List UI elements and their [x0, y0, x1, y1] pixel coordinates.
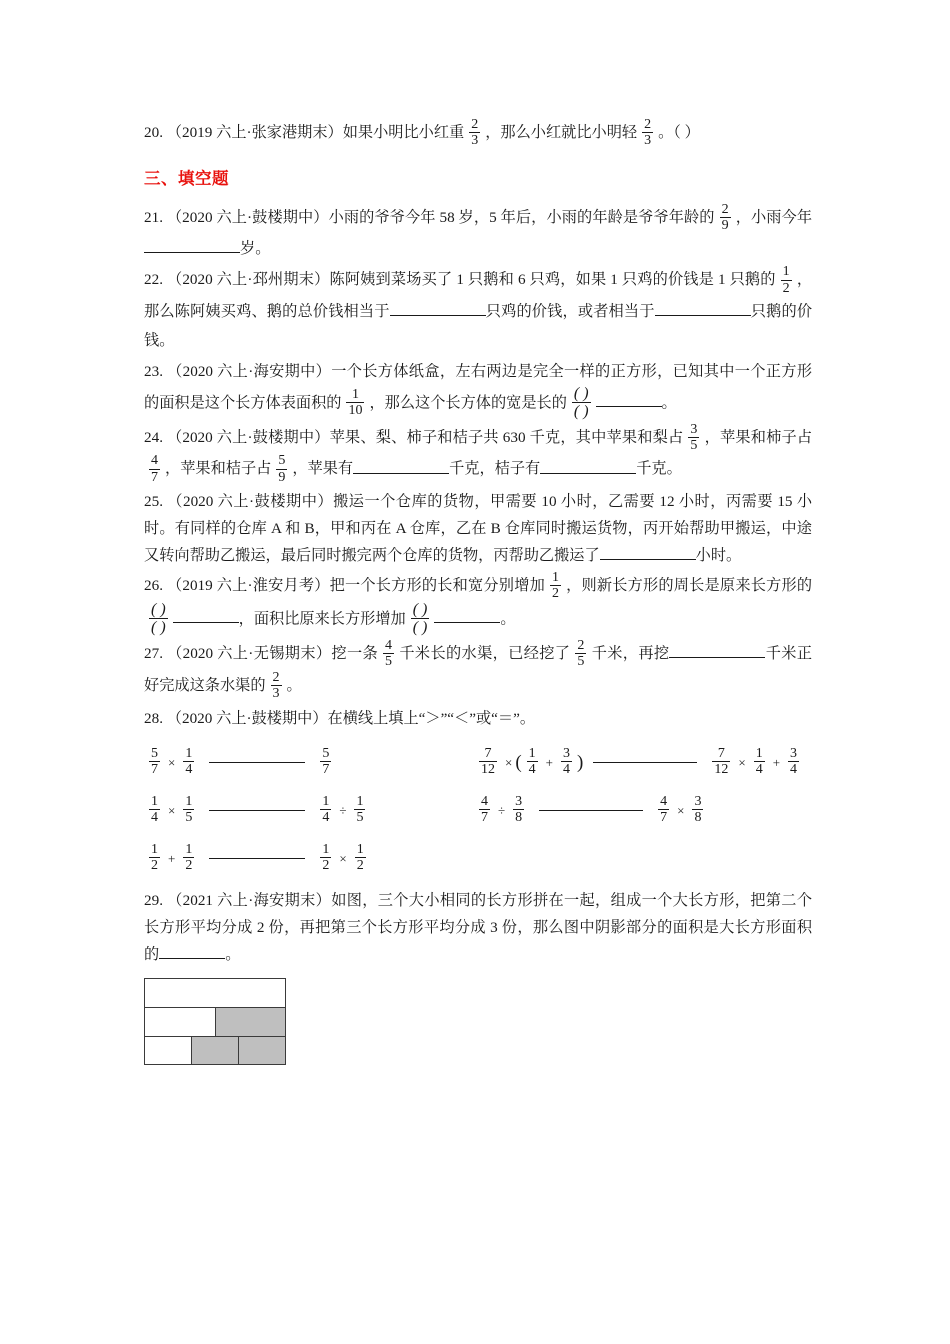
document-page — [144, 0, 812, 1344]
diagram-row-1 — [144, 978, 286, 1007]
q28-r1-left-rhs — [315, 795, 370, 826]
q24-fraction-3: $\frac{5}{9}$ — [278, 453, 286, 485]
q21-source: （2020 六上·鼓楼期中） — [166, 209, 329, 227]
q27-fraction-3: $\frac{2}{3}$ — [272, 669, 280, 701]
denominator: 8 — [694, 810, 702, 826]
q28-r2-left-lhs-fraction-2 — [183, 842, 194, 873]
q28-r1-left-lhs-operator-1: × — [168, 802, 176, 818]
q29-answer-blank[interactable] — [159, 944, 225, 958]
question-29 — [144, 887, 812, 968]
q23-text-b: ，那么这个长方体的宽是长的 — [369, 393, 567, 411]
q22-fraction-1: $\frac{1}{2}$ — [782, 264, 790, 296]
q28-r1-right-rhs-fraction-2 — [692, 794, 703, 825]
q28-r0-right-lhs-fraction-3 — [527, 746, 538, 777]
denominator: 8 — [515, 810, 523, 826]
q24-text-e: 千克，桔子有 — [449, 460, 541, 478]
q28-r1-left-rhs-operator-1: ÷ — [339, 802, 347, 818]
denominator: 7 — [151, 762, 158, 778]
q28-r2-left-lhs-operator-1: + — [168, 850, 176, 866]
q22-source: （2020 六上·邳州期末） — [166, 271, 330, 289]
q28-r1-left-rhs-fraction-2 — [354, 794, 365, 825]
q20-text-a: 如果小明比小红重 — [342, 124, 465, 142]
q28-r2-left-rhs-fraction-2 — [355, 842, 366, 873]
denominator: 7 — [481, 810, 488, 826]
q28-text-a: 在横线上填上“＞”“＜”或“＝”。 — [327, 709, 536, 727]
numerator: 1 — [185, 842, 193, 858]
q28-comparison-grid — [144, 739, 812, 883]
denominator: 4 — [563, 762, 571, 778]
q26-answer-blank-1[interactable] — [173, 609, 239, 623]
q29-text-b: 。 — [225, 945, 241, 963]
denominator: 5 — [356, 810, 364, 826]
q24-fraction-1: $\frac{3}{5}$ — [690, 422, 698, 454]
q24-number: 24. — [144, 429, 163, 447]
diagram-row-2 — [144, 1007, 286, 1036]
q26-text-d: 。 — [500, 610, 516, 628]
numerator: 1 — [185, 746, 193, 762]
q29-text-a: 如图，三个大小相同的长方形拼在一起，组成一个大长方形，把第二个长方形平均分成 2 份，再把第三个长方形平均分成 3 份，那么图中阴影部分的面积是大长方形面积的 — [144, 891, 813, 963]
q23-text-a: 一个长方体纸盒，左右两边是完全一样的正方形，已知其中一个正方形的面积是这个长方体表面积的 — [144, 362, 813, 411]
q28-comparison-row — [144, 835, 812, 883]
numerator: 4 — [660, 794, 668, 810]
q28-r0-right-lhs — [474, 747, 583, 778]
question-28 — [144, 704, 812, 733]
numerator: 1 — [151, 794, 158, 810]
q24-text-c: ，苹果和桔子占 — [165, 460, 272, 478]
denominator: 2 — [356, 858, 364, 874]
q23-fraction-placeholder[interactable]: $\frac{( )}{( )}$ — [573, 384, 589, 420]
q24-text-a: 苹果、梨、柿子和桔子共 630 千克，其中苹果和梨占 — [329, 429, 684, 447]
q28-r0-right-lhs-paren-6: ) — [577, 752, 584, 774]
numerator: 7 — [484, 746, 492, 762]
q27-number: 27. — [144, 645, 163, 663]
q27-text-a: 挖一条 — [331, 645, 379, 663]
numerator: 3 — [790, 746, 798, 762]
q23-fraction-1: $\frac{1}{10}$ — [348, 386, 363, 418]
q28-r1-left-lhs-fraction-0 — [149, 794, 160, 825]
q28-r0-left-lhs-operator-1: × — [168, 754, 176, 770]
denominator: 2 — [151, 858, 158, 874]
q28-row-1-left — [144, 795, 474, 826]
q28-source: （2020 六上·鼓楼期中） — [166, 709, 328, 727]
denominator: 2 — [322, 858, 330, 874]
question-26 — [144, 571, 812, 638]
q28-r0-right-rhs-fraction-4 — [788, 746, 799, 777]
numerator: 1 — [151, 842, 158, 858]
question-23 — [144, 357, 812, 422]
q24-text-f: 千克。 — [636, 460, 682, 478]
q26-fraction-placeholder-1[interactable]: $\frac{( )}{( )}$ — [151, 600, 166, 637]
q26-fraction-placeholder-2[interactable]: $\frac{( )}{( )}$ — [412, 600, 428, 637]
q28-r1-right-lhs-operator-1: ÷ — [498, 802, 506, 818]
q28-r0-right-lhs-paren-2: ( — [515, 752, 522, 774]
denominator: 12 — [481, 762, 495, 778]
denominator: 7 — [322, 762, 330, 778]
q27-source: （2020 六上·无锡期末） — [167, 645, 332, 663]
denominator: 7 — [660, 810, 668, 826]
q28-r0-left-rhs — [315, 747, 336, 778]
q28-r1-left-answer-blank[interactable] — [209, 810, 305, 811]
q20-number: 20. — [144, 124, 163, 142]
q25-text-a: 搬运一个仓库的货物，甲需要 10 小时，乙需要 12 小时，丙需要 15 小时。有同样的仓库 A 和 B，甲和丙在 A 仓库，乙在 B 仓库同时搬运货物，丙开始帮助甲搬运，中途又转向帮助乙搬运，最后同时搬完两个仓库的货物，丙帮助乙搬运了 — [144, 492, 813, 564]
numerator: 3 — [694, 794, 702, 810]
q23-source: （2020 六上·海安期中） — [167, 362, 332, 380]
q28-r0-right-lhs-operator-4: + — [545, 754, 554, 770]
q28-r0-left-rhs-fraction-0 — [320, 746, 331, 777]
numerator: 1 — [185, 794, 193, 810]
numerator: 1 — [322, 794, 330, 810]
q28-r1-right-rhs-operator-1: × — [677, 802, 685, 818]
q28-r0-left-lhs-fraction-2 — [183, 746, 194, 777]
diagram-cell-2-1 — [145, 1008, 215, 1036]
q26-fraction-1: $\frac{1}{2}$ — [551, 569, 559, 601]
q26-answer-blank-2[interactable] — [434, 609, 500, 623]
denominator: 12 — [714, 762, 729, 778]
denominator: 4 — [322, 810, 330, 826]
q23-number: 23. — [144, 362, 163, 380]
q23-answer-blank[interactable] — [596, 392, 662, 406]
q26-text-c: ，面积比原来长方形增加 — [238, 610, 406, 628]
question-27 — [144, 639, 812, 701]
denominator: 4 — [790, 762, 798, 778]
q21-number: 21. — [144, 209, 163, 227]
q24-fraction-2: $\frac{4}{7}$ — [151, 453, 158, 485]
numerator: 1 — [528, 746, 536, 762]
q27-fraction-2: $\frac{2}{5}$ — [577, 638, 585, 670]
q25-number: 25. — [144, 492, 163, 510]
q28-r2-left-lhs — [144, 843, 199, 874]
section-heading-fill-in-blank: 三、填空题 — [144, 170, 229, 189]
q26-text-b: ，则新长方形的周长是原来长方形的 — [565, 576, 813, 594]
diagram-cell-3-3-shaded — [238, 1037, 285, 1064]
q28-r0-right-lhs-operator-1: × — [505, 754, 513, 770]
numerator: 5 — [322, 746, 330, 762]
q20-text-c: 。（ ） — [658, 124, 700, 142]
q28-r0-right-rhs-fraction-0 — [712, 746, 730, 777]
q27-text-e: 。 — [286, 676, 302, 694]
q22-text-b: ，那么陈阿姨买鸡、鹅的总价钱相当于 — [144, 271, 813, 320]
q28-r0-right-rhs-fraction-2 — [754, 746, 765, 777]
q28-r0-right-rhs — [707, 747, 804, 778]
question-25 — [144, 488, 812, 569]
q23-text-c: 。 — [661, 393, 677, 411]
q28-comparison-row — [144, 739, 812, 787]
q28-row-0-left — [144, 747, 474, 778]
q28-number: 28. — [144, 709, 163, 727]
q28-row-1-right — [474, 795, 812, 826]
q21-text-c: 岁。 — [240, 240, 271, 258]
question-22 — [144, 265, 812, 354]
q20-text-b: ，那么小红就比小明轻 — [485, 124, 638, 142]
diagram-cell-2-2-shaded — [215, 1008, 286, 1036]
q28-r0-right-answer-blank[interactable] — [593, 762, 697, 763]
q26-text-a: 把一个长方形的长和宽分别增加 — [329, 576, 545, 594]
q28-row-2-left — [144, 843, 474, 874]
q21-text-b: ，小雨今年 — [735, 209, 813, 227]
q28-r1-left-rhs-fraction-0 — [320, 794, 331, 825]
q22-text-d: 只鹅的价钱。 — [144, 302, 813, 349]
q22-number: 22. — [144, 271, 163, 289]
q27-answer-blank[interactable] — [669, 644, 765, 658]
q26-number: 26. — [144, 576, 163, 594]
denominator: 2 — [185, 858, 193, 874]
question-24 — [144, 423, 812, 485]
denominator: 4 — [185, 762, 193, 778]
q28-r0-left-lhs-fraction-0 — [149, 746, 160, 777]
q24-text-b: ，苹果和柿子占 — [704, 429, 813, 447]
numerator: 1 — [356, 842, 364, 858]
q28-r1-right-lhs-fraction-0 — [479, 794, 490, 825]
q25-text-b: 小时。 — [695, 546, 742, 564]
q20-fraction-1: $\frac{2}{3}$ — [471, 117, 479, 149]
q28-r1-right-lhs — [474, 795, 529, 826]
q27-text-b: 千米长的水渠，已经挖了 — [399, 645, 571, 663]
q28-r0-right-rhs-operator-1: × — [738, 754, 746, 770]
q28-r1-right-lhs-fraction-2 — [513, 794, 524, 825]
q28-r0-right-rhs-operator-3: + — [772, 754, 781, 770]
q28-r1-left-lhs-fraction-2 — [183, 794, 194, 825]
q27-text-d: 千米正好完成这条水渠的 — [144, 645, 813, 694]
q28-r0-right-lhs-fraction-0 — [479, 746, 497, 777]
numerator: 1 — [755, 746, 763, 762]
q24-answer-blank-2[interactable] — [540, 459, 636, 473]
q27-fraction-1: $\frac{4}{5}$ — [385, 638, 393, 670]
q28-r2-left-rhs-operator-1: × — [339, 850, 347, 866]
q24-answer-blank-1[interactable] — [353, 459, 449, 473]
q28-r1-right-rhs-fraction-0 — [658, 794, 669, 825]
q24-text-d: ，苹果有 — [292, 460, 354, 478]
numerator: 3 — [563, 746, 571, 762]
diagram-row-3 — [144, 1036, 286, 1065]
numerator: 4 — [481, 794, 488, 810]
numerator: 1 — [322, 842, 330, 858]
q25-answer-blank[interactable] — [600, 545, 696, 559]
q27-text-c: 千米，再挖 — [591, 645, 670, 663]
q20-fraction-2: $\frac{2}{3}$ — [644, 117, 652, 149]
q28-r0-left-lhs — [144, 747, 199, 778]
diagram-cell-1-1 — [145, 979, 285, 1007]
q26-source: （2019 六上·淮安月考） — [166, 576, 330, 594]
q25-source: （2020 六上·鼓楼期中） — [167, 492, 334, 510]
q28-r2-left-rhs-fraction-0 — [320, 842, 331, 873]
q28-r1-right-rhs — [653, 795, 708, 826]
denominator: 4 — [755, 762, 763, 778]
q21-fraction-1: $\frac{2}{9}$ — [721, 202, 729, 234]
q22-text-a: 陈阿姨到菜场买了 1 只鹅和 6 只鸡，如果 1 只鸡的价钱是 1 只鹅的 — [329, 271, 776, 289]
diagram-cell-3-1 — [145, 1037, 191, 1064]
q28-r2-left-answer-blank[interactable] — [209, 858, 305, 859]
denominator: 4 — [151, 810, 158, 826]
question-21 — [144, 203, 812, 263]
q28-r2-left-lhs-fraction-0 — [149, 842, 160, 873]
q22-text-c: 只鸡的价钱，或者相当于 — [485, 302, 655, 320]
q28-r1-left-lhs — [144, 795, 199, 826]
denominator: 5 — [185, 810, 193, 826]
q28-row-0-right — [474, 747, 812, 778]
q20-source: （2019 六上·张家港期末） — [166, 124, 343, 142]
q28-comparison-row — [144, 787, 812, 835]
q28-r1-right-answer-blank[interactable] — [539, 810, 643, 811]
q29-diagram — [144, 978, 286, 1065]
denominator: 4 — [528, 762, 536, 778]
numerator: 7 — [717, 746, 725, 762]
question-20 — [144, 118, 812, 149]
q28-r2-left-rhs — [315, 843, 370, 874]
q24-source: （2020 六上·鼓楼期中） — [166, 429, 330, 447]
numerator: 5 — [151, 746, 158, 762]
q22-answer-blank-1[interactable] — [390, 301, 486, 315]
diagram-cell-3-2-shaded — [191, 1037, 238, 1064]
q29-source: （2021 六上·海安期末） — [167, 891, 332, 909]
numerator: 1 — [356, 794, 364, 810]
q21-answer-blank[interactable] — [144, 239, 240, 253]
numerator: 3 — [515, 794, 523, 810]
q29-number: 29. — [144, 891, 163, 909]
q22-answer-blank-2[interactable] — [655, 301, 751, 315]
q21-text-a: 小雨的爷爷今年 58 岁，5 年后，小雨的年龄是爷爷年龄的 — [328, 209, 715, 227]
q28-r0-left-answer-blank[interactable] — [209, 762, 305, 763]
q28-r0-right-lhs-fraction-5 — [561, 746, 572, 777]
